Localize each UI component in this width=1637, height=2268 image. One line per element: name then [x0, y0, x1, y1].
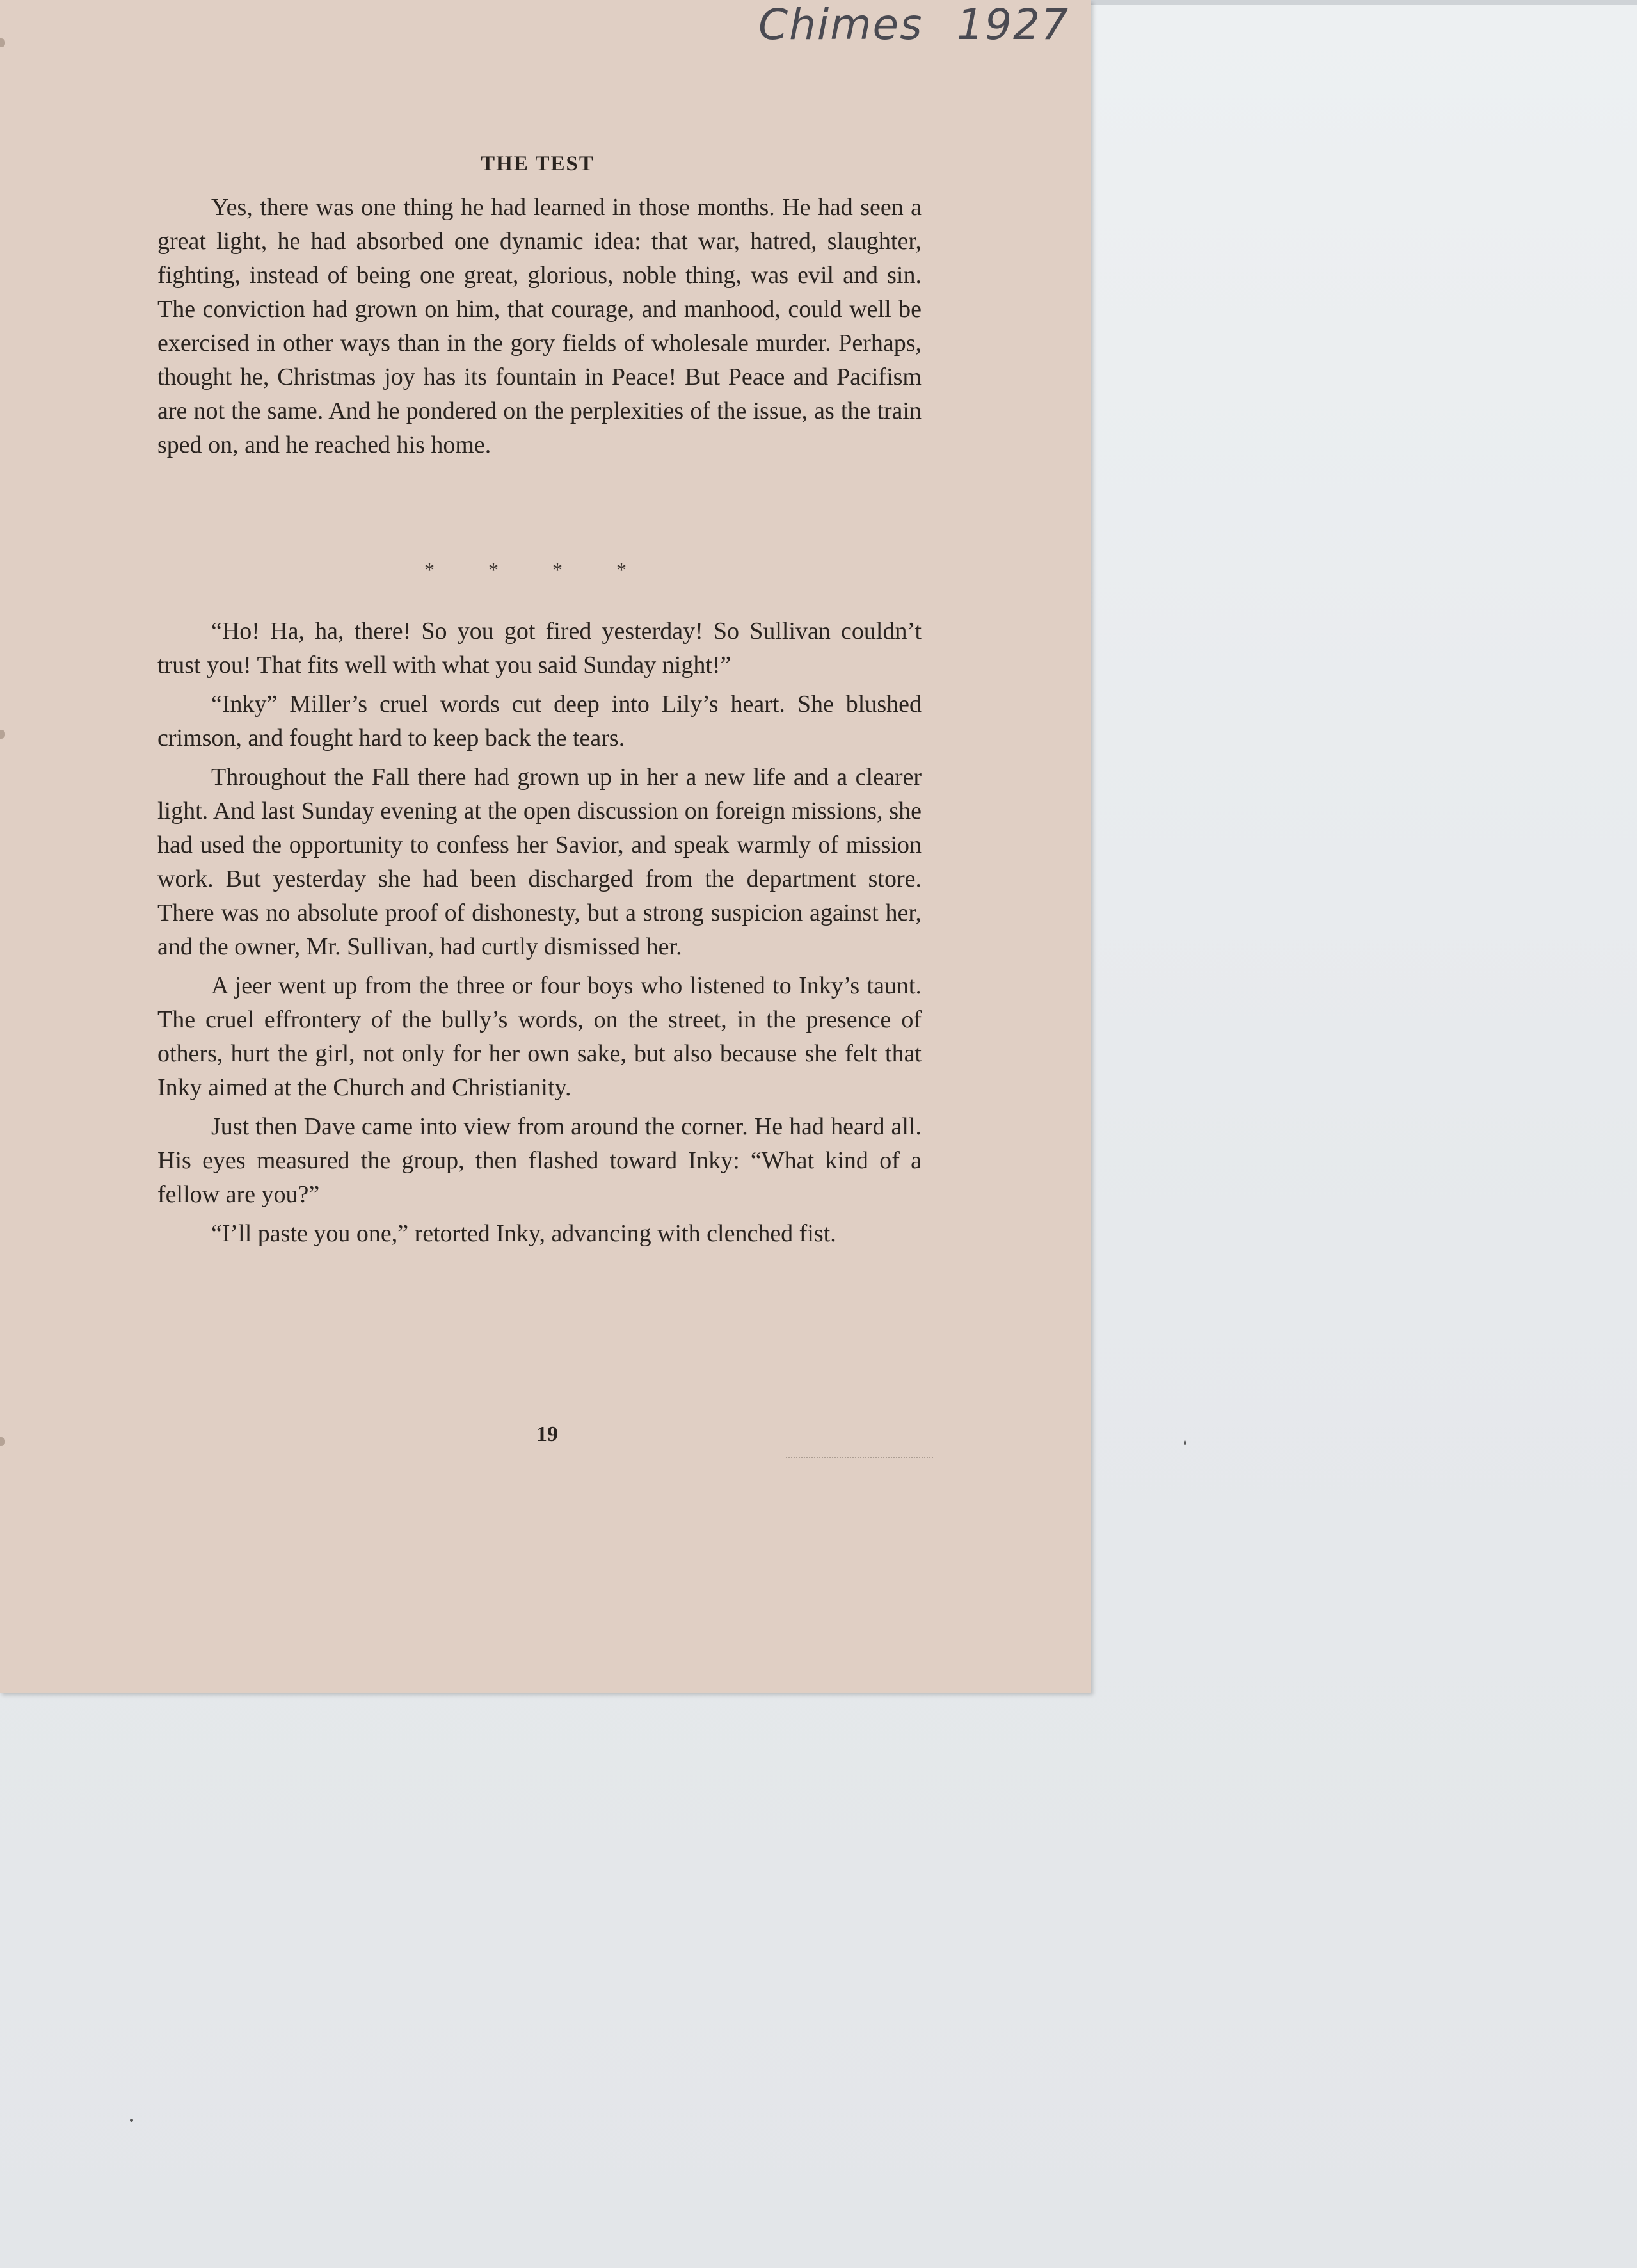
ink-smudge — [786, 1453, 933, 1458]
section-break: * * * * — [424, 558, 651, 581]
binding-mark — [0, 38, 5, 47]
paragraph: Throughout the Fall there had grown up in her a new life and a clearer light. And last Sunday evening at the open discussion on foreign missions, she had used the opportunity to confess her Savior, and speak warmly of mission work. But yesterday she had been discharged from the department store. There was no absolute proof of dishonesty, but a strong suspicion against her, and the owner, Mr. Sullivan, had curtly dismissed her. — [157, 764, 922, 960]
handwritten-title: Chimes — [758, 0, 923, 49]
text-block-after-break — [157, 615, 922, 1251]
running-head: THE TEST — [481, 152, 595, 175]
text-block-before-break — [157, 191, 922, 462]
paragraph: “I’ll paste you one,” retorted Inky, advancing with clenched fist. — [211, 1220, 836, 1247]
dust-speck — [1184, 1440, 1186, 1445]
paragraph: Just then Dave came into view from around the corner. He had heard all. His eyes measured the group, then flashed toward Inky: “What kind of a fellow are you?” — [157, 1113, 922, 1208]
binding-mark — [0, 730, 5, 739]
paragraph: Yes, there was one thing he had learned in those months. He had seen a great light, he had absorbed one dynamic idea: that war, hatred, slaughter, fighting, instead of being one great, glorious, noble thing, was evil and sin. The conviction had grown on him, that courage, and manhood, could well be exercised in other ways than in the gory fields of wholesale murder. Perhaps, thought he, Christmas joy has its fountain in Peace! But Peace and Pacifism are not the same. And he pondered on the perplexities of the issue, as the train sped on, and he reached his home. — [157, 194, 922, 458]
paragraph: A jeer went up from the three or four boys who listened to Inky’s taunt. The cruel effrontery of the bully’s words, on the street, in the presence of others, hurt the girl, not only for her own sake, but also because she felt that Inky aimed at the Church and Christianity. — [157, 972, 922, 1101]
handwritten-year: 1927 — [957, 0, 1069, 49]
paragraph: “Ho! Ha, ha, there! So you got fired yesterday! So Sullivan couldn’t trust you! That fits well with what you said Sunday night!” — [157, 618, 922, 679]
book-page — [0, 0, 1091, 1693]
page-number: 19 — [536, 1422, 558, 1446]
dust-speck — [130, 2119, 133, 2122]
paragraph: “Inky” Miller’s cruel words cut deep into Lily’s heart. She blushed crimson, and fought hard to keep back the tears. — [157, 691, 922, 752]
scanner-edge — [1088, 0, 1637, 5]
